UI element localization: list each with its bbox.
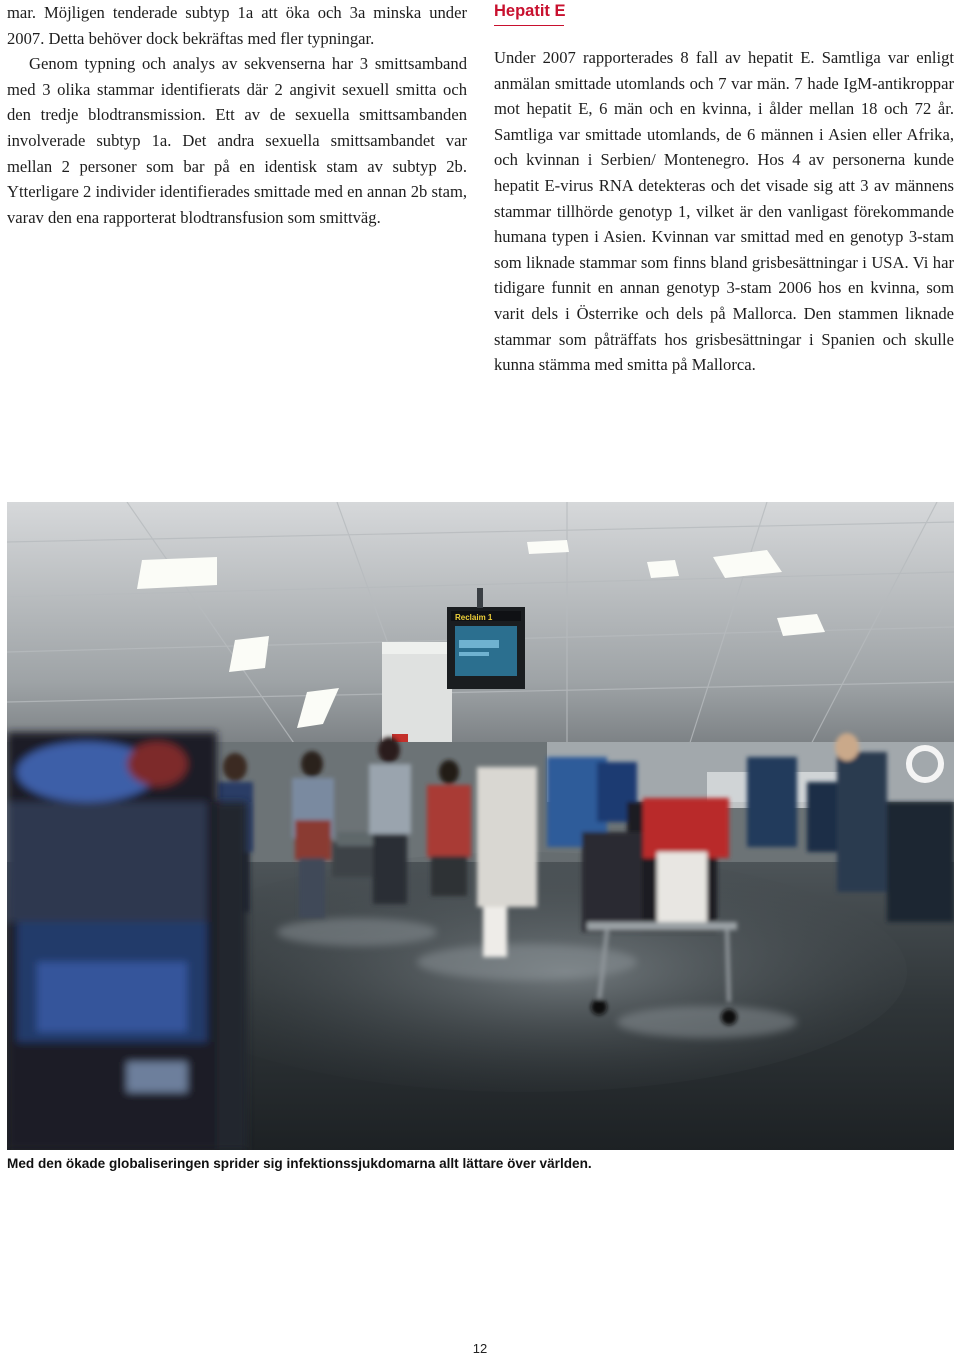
right-text-column	[494, 0, 954, 378]
section-heading: Hepatit E	[494, 2, 566, 20]
body-paragraph: mar. Möjligen tenderade subtyp 1a att öka och 3a minska under 2007. Detta behöver dock bekräftas med fler typningar.	[7, 3, 467, 48]
page-number: 12	[472, 1341, 488, 1356]
left-text-column	[7, 0, 467, 230]
body-paragraph: Genom typning och analys av sekvenserna har 3 smittsamband med 3 olika stammar identifierats där 2 angivit sexuell smitta och den tredje blodtransmission. Ett av de sexuella smittsambanden involverade subtyp 1a. Det andra sexuella smittsambandet var mellan 2 personer som bar på en identisk stam av subtyp 2b. Ytterligare 2 individer identifierades smittade med en annan 2b stam, varav den ena rapporterat blodtransfusion som smittväg.	[7, 54, 467, 227]
heading-underline	[494, 25, 564, 26]
photo-caption: Med den ökade globaliseringen sprider sig infektionssjukdomarna allt lättare över världen.	[7, 1156, 592, 1171]
body-paragraph: Under 2007 rapporterades 8 fall av hepatit E. Samtliga var enligt anmälan smittade utomlands och 7 var män. 7 hade IgM-antikroppar mot hepatit E, 6 män och en kvinna, i ålder mellan 18 och 72 år. Samtliga var smittade utomlands, de 6 männen i Asien eller Afrika, och kvinnan i Serbien/ Montenegro. Hos 4 av personerna kunde hepatit E-virus RNA detekteras och det visade sig att 3 av männens stammar tillhörde genotyp 1, vilket är den vanligast förekommande humana typen i Asien. Kvinnan var smittad med en genotyp 3-stam som liknade stammar som finns bland grisbesättningar i USA. Vi har tidigare funnit en annan genotyp 3-stam 2006 hos en kvinna, som varit dels i Österrike och dels på Mallorca. Den stammen liknade stammar som påträffats hos grisbesättningar i Spanien och skulle kunna stämma med smitta på Mallorca.	[494, 48, 954, 375]
airport-baggage-hall-photo	[7, 502, 954, 1150]
monitor-sign-text: Reclaim 1	[455, 613, 493, 622]
